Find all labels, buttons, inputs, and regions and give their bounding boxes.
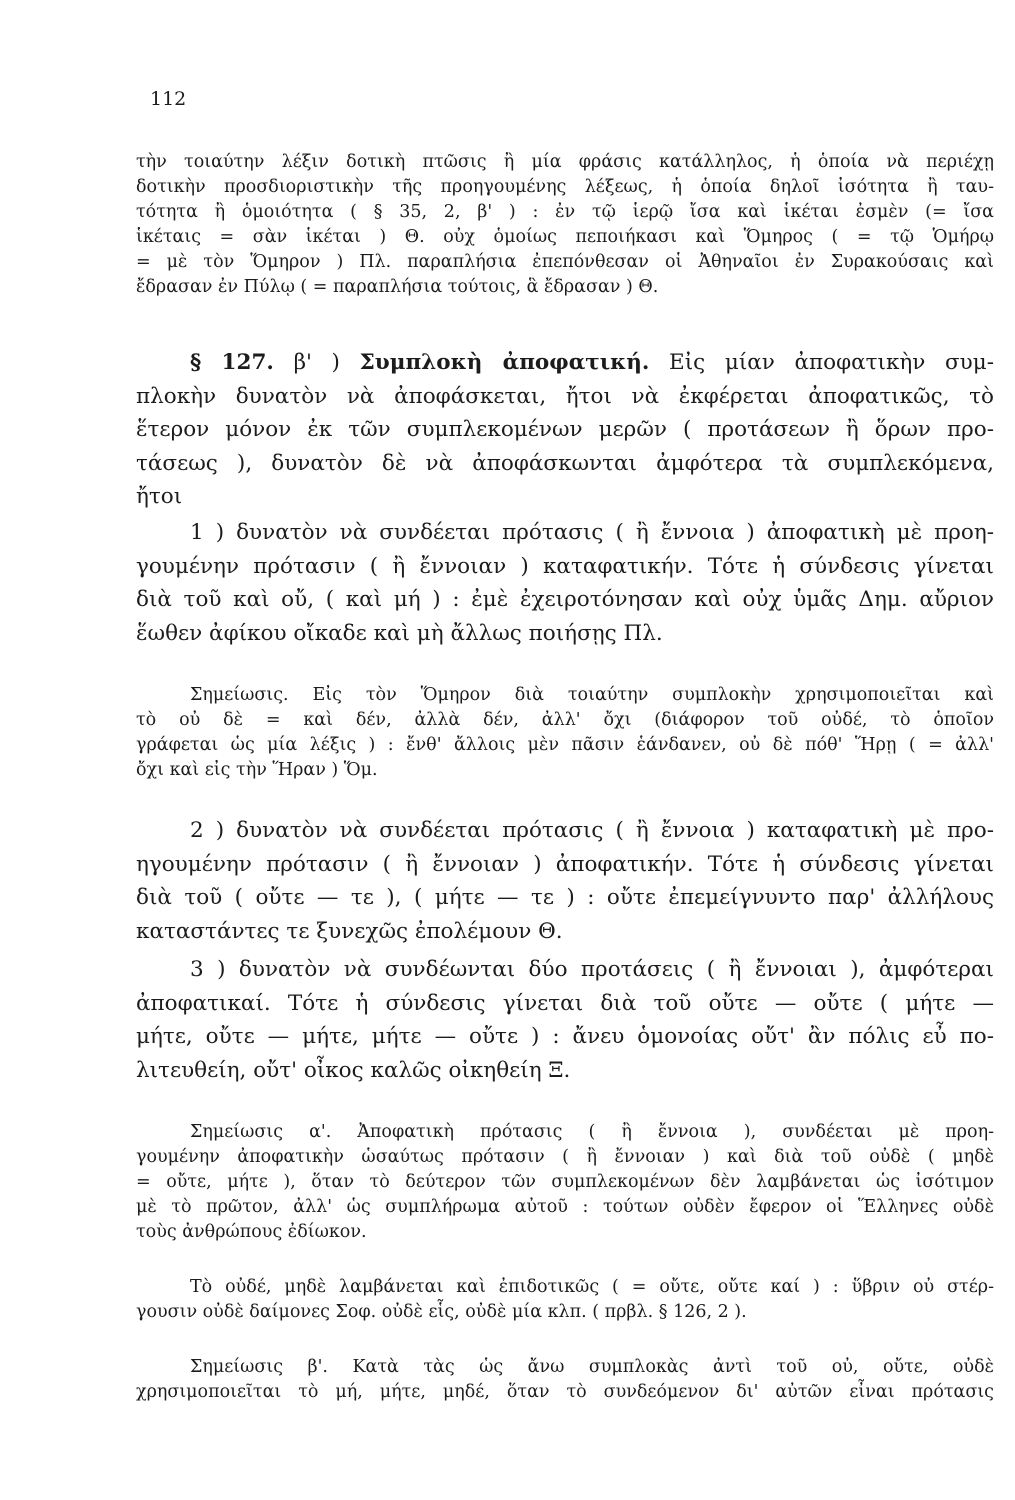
text-line: 2 ) δυνατὸν νὰ συνδέεται πρότασις ( ἢ ἔννοια ) καταφατικὴ μὲ προ- — [190, 818, 994, 843]
text-line: ηγουμένην πρότασιν ( ἢ ἔννοιαν ) ἀποφατικήν. Τότε ἡ σύνδεσις γίνεται — [136, 851, 994, 877]
text-line: Σημείωσις α'. Ἀποφατικὴ πρότασις ( ἢ ἔννοια ), συνδέεται μὲ προη- — [190, 1122, 994, 1142]
text-line: ἔδρασαν ἐν Πύλῳ ( = παραπλήσια τούτοις, ἃ ἔδρασαν ) Θ. — [136, 277, 659, 297]
note-beta — [136, 1355, 994, 1405]
text-line: διὰ τοῦ καὶ οὔ, ( καὶ μή ) : ἐμὲ ἐχειροτόνησαν καὶ οὐχ ὑμᾶς Δημ. αὔριον — [136, 587, 994, 612]
text-line: 1 ) δυνατὸν νὰ συνδέεται πρότασις ( ἢ ἔννοια ) ἀποφατικὴ μὲ προη- — [190, 520, 994, 545]
text-line: τὴν τοιαύτην λέξιν δοτικὴ πτῶσις ἢ μία φράσις κατάλληλος, ἡ ὁποία νὰ περιέχῃ — [136, 152, 994, 172]
text-line: ἀποφατικαί. Τότε ἡ σύνδεσις γίνεται διὰ τοῦ οὔτε — οὔτε ( μήτε — — [136, 990, 994, 1016]
text-line: Εἰς μίαν ἀποφατικὴν συμ- — [669, 350, 994, 375]
section-first-line — [136, 346, 994, 380]
text-line: γουμένην ἀποφατικὴν ὡσαύτως πρότασιν ( ἢ ἔννοιαν ) καὶ διὰ τοῦ οὐδὲ ( μηδὲ — [136, 1147, 994, 1167]
text-line: ἱκέταις = σὰν ἱκέται ) Θ. οὐχ ὁμοίως πεποιήκασι καὶ Ὅμηρος ( = τῷ Ὁμήρῳ — [136, 227, 994, 247]
text-line: δοτικὴν προσδιοριστικὴν τῆς προηγουμένης λέξεως, ἡ ὁποία δηλοῖ ἰσότητα ἢ ταυ- — [136, 177, 994, 197]
text-line: ἤτοι — [136, 484, 183, 509]
text-line: χρησιμοποιεῖται τὸ μή, μήτε, μηδέ, ὅταν τὸ συνδεόμενον δι' αὐτῶν εἶναι πρότασις — [136, 1382, 994, 1402]
text-line: = οὔτε, μήτε ), ὅταν τὸ δεύτερον τῶν συμπλεκομένων δὲν λαμβάνεται ὡς ἰσότιμον — [136, 1172, 994, 1192]
text-line: Σημείωσις. Εἰς τὸν Ὅμηρον διὰ τοιαύτην συμπλοκὴν χρησιμοποιεῖται καὶ — [190, 685, 994, 705]
note-alpha — [136, 1120, 994, 1245]
text-line: τότητα ἢ ὁμοιότητα ( § 35, 2, β' ) : ἐν τῷ ἱερῷ ἴσα καὶ ἱκέται ἐσμὲν (= ἴσα — [136, 202, 994, 222]
oude-paragraph — [136, 1275, 994, 1325]
text-line: 3 ) δυνατὸν νὰ συνδέωνται δύο προτάσεις ( ἢ ἔννοιαι ), ἀμφότεραι — [190, 957, 994, 982]
case-1 — [136, 516, 994, 650]
text-line: = μὲ τὸν Ὅμηρον ) Πλ. παραπλήσια ἐπεπόνθεσαν οἱ Ἀθηναῖοι ἐν Συρακούσαις καὶ — [136, 252, 994, 272]
text-line: τὸ οὐ δὲ = καὶ δέν, ἀλλὰ δέν, ἀλλ' ὄχι (διάφορον τοῦ οὐδέ, τὸ ὁποῖον — [136, 710, 994, 730]
text-line: διὰ τοῦ ( οὔτε — τε ), ( μήτε — τε ) : οὔτε ἐπεμείγνυντο παρ' ἀλλήλους — [136, 885, 994, 910]
section-number: § 127. — [190, 350, 274, 375]
text-line: Σημείωσις β'. Κατὰ τὰς ὡς ἄνω συμπλοκὰς ἀντὶ τοῦ οὐ, οὔτε, οὐδὲ — [190, 1357, 994, 1377]
section-title: Συμπλοκὴ ἀποφατική. — [359, 350, 650, 375]
case-3 — [136, 953, 994, 1087]
text-line: μὲ τὸ πρῶτον, ἀλλ' ὡς συμπλήρωμα αὐτοῦ : τούτων οὐδὲν ἔφερον οἱ Ἕλληνες οὐδὲ — [136, 1197, 994, 1217]
text-line: γουσιν οὐδὲ δαίμονες Σοφ. οὐδὲ εἷς, οὐδὲ μία κλπ. ( πρβλ. § 126, 2 ). — [136, 1302, 747, 1322]
text-line: Τὸ οὐδέ, μηδὲ λαμβάνεται καὶ ἐπιδοτικῶς ( = οὔτε, οὔτε καί ) : ὕβριν οὐ στέρ- — [190, 1277, 994, 1297]
note-1 — [136, 683, 994, 783]
text-line: ἕωθεν ἀφίκου οἴκαδε καὶ μὴ ἄλλως ποιήσῃς Πλ. — [136, 620, 663, 646]
text-line: γράφεται ὡς μία λέξις ) : ἔνθ' ἄλλοις μὲν πᾶσιν ἑάνδανεν, οὐ δὲ πόθ' Ἥρῃ ( = ἀλλ' — [136, 735, 994, 755]
section-127 — [136, 346, 994, 514]
text-line: τάσεως ), δυνατὸν δὲ νὰ ἀποφάσκωνται ἀμφότερα τὰ συμπλεκόμενα, — [136, 450, 994, 476]
text-line: λιτευθείη, οὔτ' οἶκος καλῶς οἰκηθείη Ξ. — [136, 1057, 571, 1083]
text-line: ὄχι καὶ εἰς τὴν Ἥραν ) Ὅμ. — [136, 760, 378, 780]
page-number: 112 — [150, 88, 187, 110]
text-line: πλοκὴν δυνατὸν νὰ ἀποφάσκεται, ἤτοι νὰ ἐκφέρεται ἀποφατικῶς, τὸ — [136, 383, 994, 409]
text-line: μήτε, οὔτε — μήτε, μήτε — οὔτε ) : ἄνευ ὁμονοίας οὔτ' ἂν πόλις εὖ πο- — [136, 1024, 994, 1049]
case-2 — [136, 814, 994, 948]
text-line: γουμένην πρότασιν ( ἢ ἔννοιαν ) καταφατικήν. Τότε ἡ σύνδεσις γίνεται — [136, 553, 994, 579]
section-letter: β' ) — [293, 350, 340, 375]
text-line: ἕτερον μόνον ἐκ τῶν συμπλεκομένων μερῶν ( προτάσεων ἢ ὅρων προ- — [136, 417, 994, 442]
intro-paragraph — [136, 150, 994, 300]
text-line: καταστάντες τε ξυνεχῶς ἐπολέμουν Θ. — [136, 918, 563, 944]
text-line: τοὺς ἀνθρώπους ἐδίωκον. — [136, 1222, 367, 1242]
